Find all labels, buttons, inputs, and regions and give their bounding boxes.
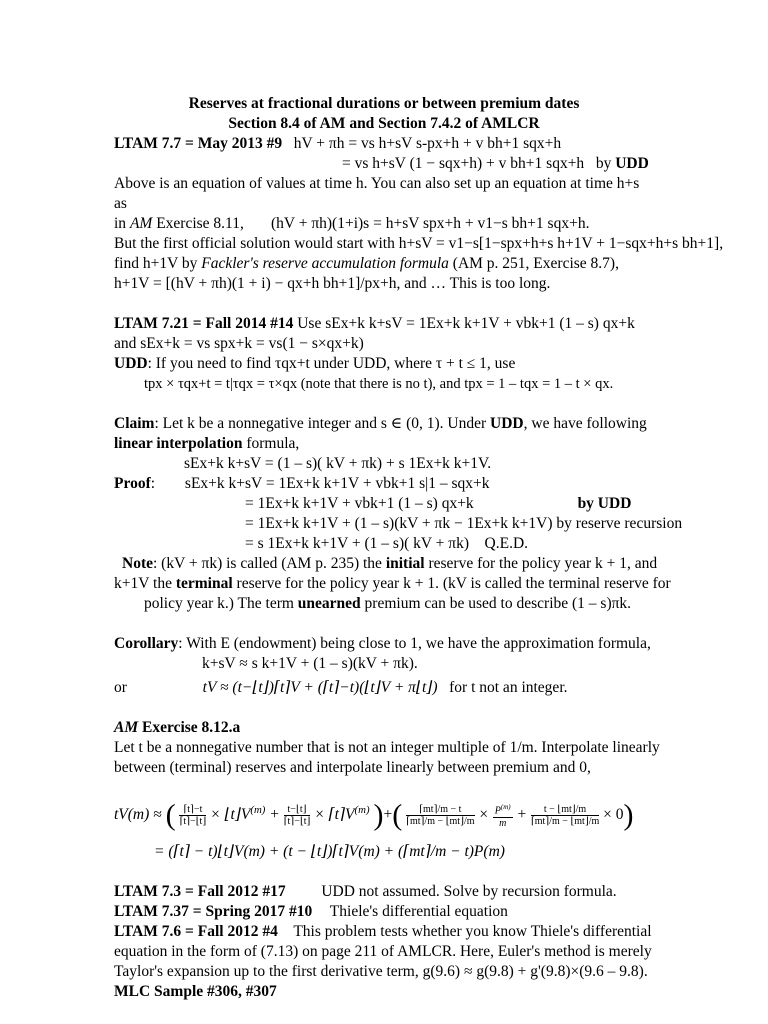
am-exercise-heading-line bbox=[114, 718, 654, 738]
in-text: in bbox=[114, 215, 127, 232]
proof-row-1: sEx+k k+sV = 1Ex+k k+1V + vbk+1 s|1 – sqx+k bbox=[184, 475, 490, 492]
proof-line-2 bbox=[114, 494, 654, 514]
corollary-line-3 bbox=[114, 678, 654, 698]
interpolation-formula: tV(m) ≈ ( $\frac{⌈t⌉-t}{⌈t⌉-⌊t⌋}$ × $⌊t⌋V^{(m)}$ + $\frac{t-⌊t⌋}{⌈t⌉-⌊t⌋}$ × $⌈t⌉V^{(m)}$ )+( $\frac{⌈mt⌉/m - t}{⌈mt⌉/m - ⌊mt⌋/m}$ × $\frac{P^{(m)}}{m}$ + $\frac{t - ⌊mt⌋/m}{⌈mt⌉/m - ⌊mt⌋/m}$ × 0) bbox=[114, 798, 634, 832]
exercise-text-2: between (terminal) reserves and interpolate linearly between premium and 0, bbox=[114, 759, 591, 776]
proof-row-3-note: by reserve recursion bbox=[556, 515, 683, 532]
exercise-ref: Exercise 8.11, bbox=[156, 215, 244, 232]
proof-line-1: Proof: sEx+k k+sV = 1Ex+k k+1V + vbk+1 s|1 – sqx+k bbox=[114, 475, 490, 492]
claim-udd: UDD bbox=[490, 415, 524, 432]
note-text-2b: reserve for the policy year k + 1. (kV is called the terminal reserve for bbox=[236, 575, 671, 592]
ltam-7-7-eq2-line bbox=[114, 154, 654, 174]
fackler-formula: Fackler's reserve accumulation formula bbox=[201, 255, 449, 272]
claim-label: Claim bbox=[114, 415, 155, 432]
document-page bbox=[114, 94, 724, 1002]
claim-text: : Let k be a nonnegative integer and s ∈ (0, 1). Under bbox=[154, 415, 487, 432]
claim-formula: sEx+k k+sV = (1 – s)( kV + πk) + s 1Ex+k k+1V. bbox=[184, 455, 492, 472]
proof-row-3: = 1Ex+k k+1V + (1 – s)(kV + πk − 1Ex+k k+1V) bbox=[245, 515, 553, 532]
ref-ltam-7-6-head: LTAM 7.6 = Fall 2012 #4 bbox=[114, 923, 278, 940]
ltam-7-7-eq2: = vs h+sV (1 − sqx+h) + v bh+1 sqx+h bbox=[342, 155, 585, 172]
ref-ltam-7-3-head: LTAM 7.3 = Fall 2012 #17 bbox=[114, 883, 286, 900]
proof-label: Proof bbox=[114, 475, 151, 492]
note-text-1b: reserve for the policy year k + 1, and bbox=[428, 555, 658, 572]
udd-text: : If you need to find τqx+t under UDD, where τ + t ≤ 1, use bbox=[147, 355, 516, 372]
proof-line-4 bbox=[114, 534, 654, 554]
corollary-label: Corollary bbox=[114, 635, 179, 652]
claim-text-b: , we have following bbox=[523, 415, 647, 432]
frac-3: $\frac{⌈mt⌉/m - t}{⌈mt⌉/m - ⌊mt⌋/m}$ bbox=[406, 804, 475, 828]
proof-row-4: = s 1Ex+k k+1V + (1 – s)( kV + πk) bbox=[245, 535, 470, 552]
note-line-2 bbox=[114, 574, 671, 594]
am-label: AM bbox=[114, 719, 139, 736]
exercise-text-1: Let t be a nonnegative number that is not an integer multiple of 1/m. Interpolate linearly bbox=[114, 739, 660, 756]
corollary-formula-2: tV ≈ (t−⌊t⌋)⌈t⌉V + (⌈t⌉−t)(⌊t⌋V + π⌊t⌋) bbox=[202, 679, 438, 696]
eq-811: (hV + πh)(1+i)s = h+sV spx+h + v1−s bh+1 sqx+h. bbox=[271, 215, 590, 232]
formula-text: formula, bbox=[246, 435, 300, 452]
ref-ltam-7-3-text: UDD not assumed. Solve by recursion formula. bbox=[321, 883, 617, 900]
paren-open: ( bbox=[165, 798, 176, 832]
udd-label: UDD bbox=[114, 355, 148, 372]
ref-ltam-7-6 bbox=[114, 922, 654, 942]
ltam-7-21-eq1: Use sEx+k k+sV = 1Ex+k k+1V + vbk+1 (1 – s) qx+k bbox=[297, 315, 635, 332]
udd-line bbox=[114, 354, 654, 374]
corollary-formula-1: k+sV ≈ s k+1V + (1 – s)(kV + πk). bbox=[202, 655, 418, 672]
corollary-line bbox=[114, 634, 654, 654]
ref-ltam-7-37-head: LTAM 7.37 = Spring 2017 #10 bbox=[114, 903, 313, 920]
proof-row-2-note: by UDD bbox=[577, 495, 632, 512]
ltam-7-7-text-3: Above is an equation of values at time h. You can also set up an equation at time h+s as bbox=[114, 175, 640, 212]
note-label: Note bbox=[122, 555, 153, 572]
ltam-7-7-text-5: But the first official solution would start with h+sV = v1−s[1−spx+h+s h+1V + 1−sqx+h+s bh+1], bbox=[114, 235, 724, 252]
proof-line-3 bbox=[114, 514, 683, 534]
note-text-3a: policy year k.) The term bbox=[144, 595, 294, 612]
terminal-word: terminal bbox=[175, 575, 233, 592]
corollary-formula-note: for t not an integer. bbox=[449, 679, 568, 696]
note-text-2a: k+1V the bbox=[114, 575, 172, 592]
qed: Q.E.D. bbox=[484, 535, 529, 552]
udd-text: UDD bbox=[615, 155, 649, 172]
am-ref: AM bbox=[129, 215, 153, 232]
frac-4: $\frac{t - ⌊mt⌋/m}{⌈mt⌉/m - ⌊mt⌋/m}$ bbox=[530, 804, 600, 828]
by-text: by bbox=[595, 155, 612, 172]
title-line-1: Reserves at fractional durations or between premium dates bbox=[188, 95, 580, 112]
find-text: find h+1V by bbox=[114, 255, 198, 272]
ltam-7-7-heading: LTAM 7.7 = May 2013 #9 bbox=[114, 135, 283, 152]
note-line-1 bbox=[114, 554, 658, 574]
corollary-text: : With E (endowment) being close to 1, we have the approximation formula, bbox=[178, 635, 651, 652]
frac-2: $\frac{t-⌊t⌋}{⌈t⌉-⌊t⌋}$ bbox=[283, 804, 311, 828]
fackler-ref: (AM p. 251, Exercise 8.7), bbox=[452, 255, 619, 272]
claim-line bbox=[114, 414, 654, 434]
ref-ltam-7-6-line-3: Taylor's expansion up to the first derivative term, g(9.6) ≈ g(9.8) + g'(9.8)×(9.6 – 9.8). bbox=[114, 963, 648, 980]
claim-line-2 bbox=[114, 434, 654, 454]
ref-mlc-sample: MLC Sample #306, #307 bbox=[114, 983, 277, 1000]
ref-ltam-7-37 bbox=[114, 902, 654, 922]
ltam-7-21-eq2: and sEx+k = vs spx+k = vs(1 − s×qx+k) bbox=[114, 335, 364, 352]
ltam-7-7-text-7: h+1V = [(hV + πh)(1 + i) − qx+h bh+1]/px+h, and … This is too long. bbox=[114, 275, 551, 292]
note-line-3 bbox=[114, 594, 654, 614]
frac-1: $\frac{⌈t⌉-t}{⌈t⌉-⌊t⌋}$ bbox=[179, 804, 207, 828]
interpolation-formula-2: = (⌈t⌉ − t)⌊t⌋V(m) + (t − ⌊t⌋)⌈t⌉V(m) + (⌈mt⌉/m − t)P(m) bbox=[154, 843, 505, 860]
unearned-word: unearned bbox=[297, 595, 361, 612]
ltam-7-21-line bbox=[114, 314, 654, 334]
formula-lhs: tV(m) ≈ bbox=[114, 806, 162, 824]
ltam-7-7-line bbox=[114, 134, 654, 154]
udd-formula: tpx × τqx+t = t|τqx = τ×qx (note that there is no t), and tpx = 1 – tqx = 1 – t × qx. bbox=[144, 376, 614, 392]
note-text-3b: premium can be used to describe (1 – s)πk. bbox=[364, 595, 632, 612]
linear-interpolation: linear interpolation bbox=[114, 435, 243, 452]
ltam-7-7-line-6 bbox=[114, 254, 654, 274]
exercise-812a: Exercise 8.12.a bbox=[142, 719, 241, 736]
ref-ltam-7-6-line-2: equation in the form of (7.13) on page 211 of AMLCR. Here, Euler's method is merely bbox=[114, 943, 652, 960]
initial-word: initial bbox=[385, 555, 425, 572]
ref-ltam-7-3 bbox=[114, 882, 654, 902]
proof-row-2: = 1Ex+k k+1V + vbk+1 (1 – s) qx+k bbox=[245, 495, 474, 512]
ltam-7-7-eq1: hV + πh = vs h+sV s-px+h + v bh+1 sqx+h bbox=[293, 135, 562, 152]
ref-ltam-7-6-text: This problem tests whether you know Thiele's differential bbox=[293, 923, 652, 940]
or-text: or bbox=[114, 679, 127, 696]
ref-ltam-7-37-text: Thiele's differential equation bbox=[329, 903, 508, 920]
ltam-7-21-heading: LTAM 7.21 = Fall 2014 #14 bbox=[114, 315, 294, 332]
ltam-7-7-line-4 bbox=[114, 214, 654, 234]
note-text-1: : (kV + πk) is called (AM p. 235) the bbox=[153, 555, 382, 572]
title-line-2: Section 8.4 of AM and Section 7.4.2 of AMLCR bbox=[228, 115, 540, 132]
